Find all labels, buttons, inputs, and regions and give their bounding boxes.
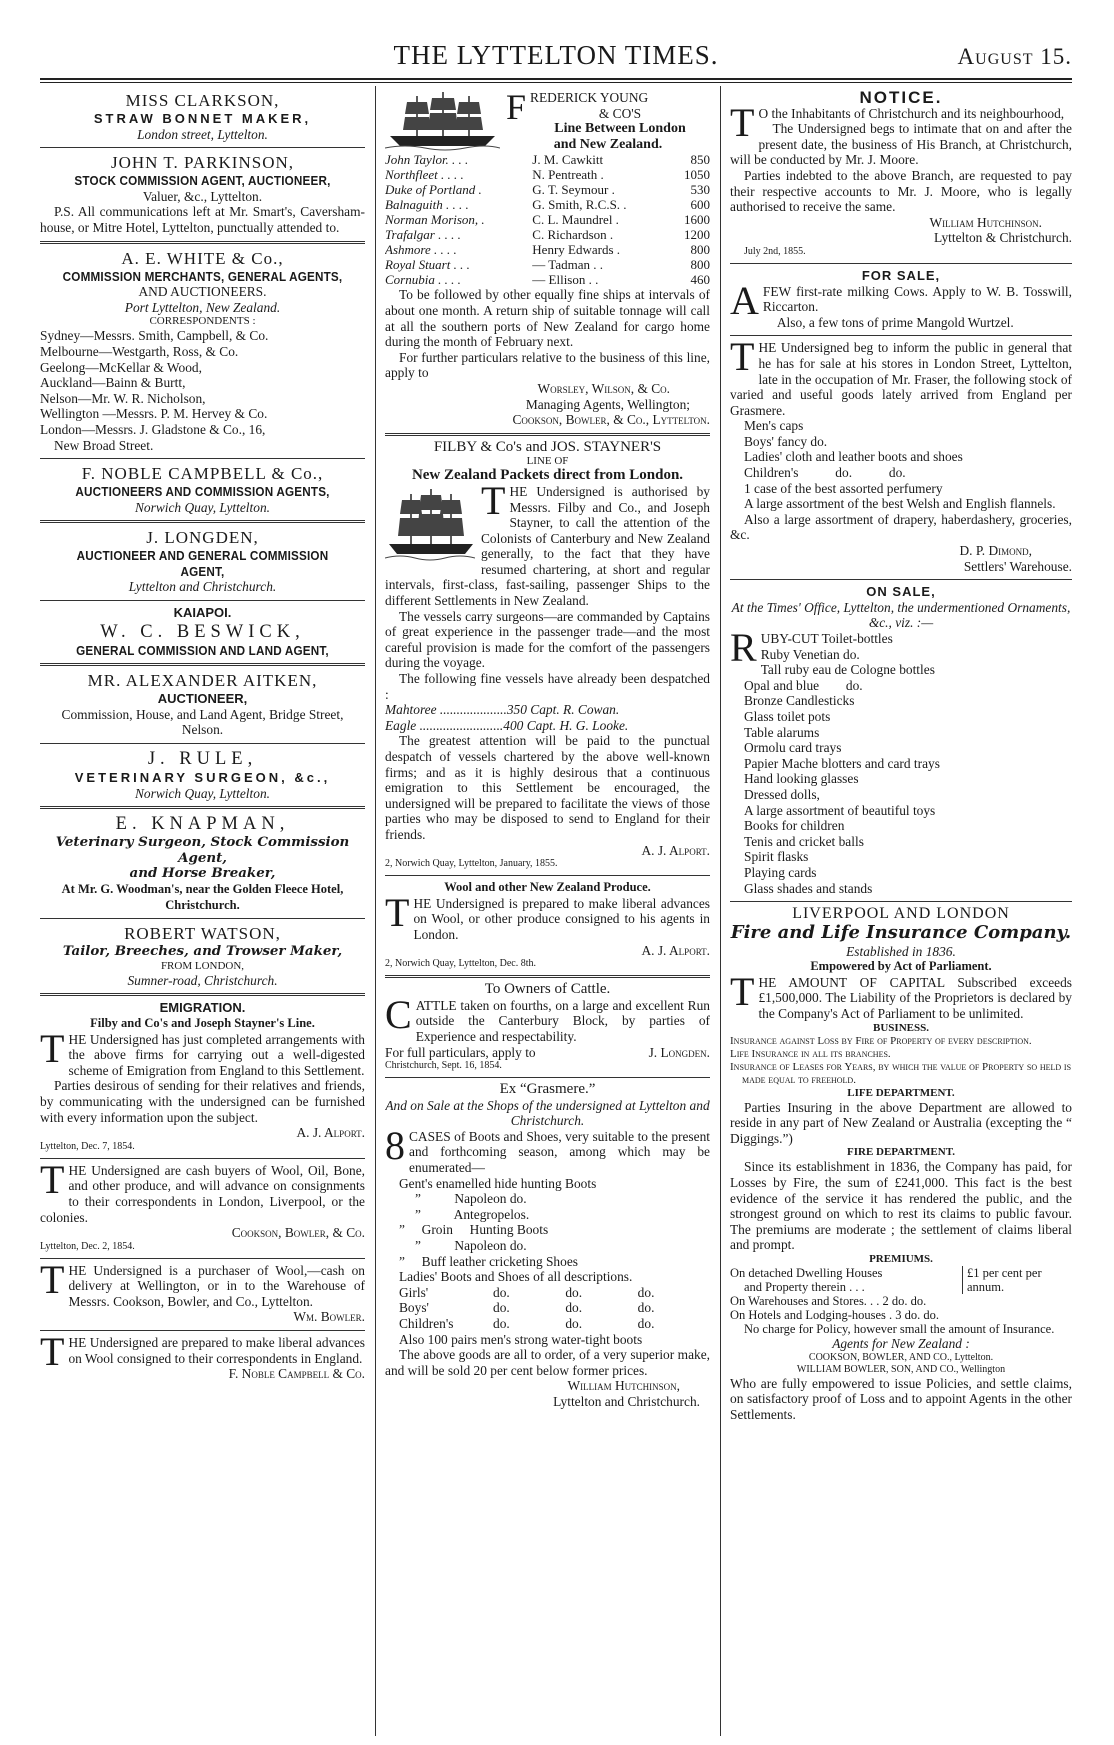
ad-text: The following fine vessels have already been despatched :: [385, 671, 710, 702]
ad-address: Norwich Quay, Lyttelton.: [135, 499, 270, 515]
ad-date: Lyttelton, Dec. 7, 1854.: [40, 1140, 135, 1152]
table-row: [385, 152, 710, 167]
drop-cap: F: [506, 90, 527, 127]
ad-heading: EMIGRATION.: [159, 1000, 246, 1016]
ad-name: J. RULE,: [147, 749, 258, 770]
ad-name: JOHN T. PARKINSON,: [111, 153, 294, 173]
ad-name: & CO'S: [598, 105, 642, 121]
ad-signature: Settlers' Warehouse.: [963, 558, 1072, 574]
shoe-grid: [385, 1285, 710, 1332]
ad-sub: LINE OF: [526, 455, 569, 468]
ad-aitken: [40, 666, 365, 744]
list-item: Tall ruby eau de Cologne bottles: [760, 662, 935, 678]
ad-trade: Tailor, Breeches, and Trowser Maker,: [62, 943, 343, 960]
grid-cell: do.: [493, 1300, 510, 1316]
ad-signature: Lyttelton & Christchurch.: [934, 230, 1072, 246]
ship-master: — Tadman . .: [532, 257, 603, 273]
ad-cash-buyers: [40, 1156, 365, 1259]
list-item: Boys' fancy do.: [744, 433, 828, 449]
ad-trade: AUCTIONEER AND GENERAL COMMISSION AGENT,: [76, 548, 329, 579]
ad-text: Life Insurance in all its branches.: [730, 1047, 891, 1060]
list-item: Children's do. do.: [744, 465, 906, 481]
ad-sub: At the Times' Office, Lyttelton, the undermentioned Ornaments, &c., viz. :—: [731, 599, 1071, 631]
ad-date: July 2nd, 1855.: [744, 245, 806, 257]
drop-cap: T: [730, 968, 755, 1014]
grid-cell: do.: [565, 1316, 583, 1331]
ad-text: HE Undersigned are cash buyers of Wool, Oil, Bone, and other produce, and will advance on consignments to their correspondents in London, Liverpool, or the colonies.: [40, 1162, 365, 1225]
list-item: Ruby Venetian do.: [760, 646, 860, 662]
ad-rule: [40, 744, 365, 809]
list-item: Opal and blue do.: [744, 677, 863, 693]
ad-text: HE Undersigned is a purchaser of Wool,—cash on delivery at Wellington, or in to the Warehouse of Messrs. Cookson, Bowler, and Co., Lyttelton.: [68, 1262, 365, 1309]
ad-text: CASES of Boots and Shoes, very suitable to the present and forthcoming season, among which may be enumerated—: [409, 1128, 710, 1176]
ad-signature: Wm. Bowler.: [293, 1309, 365, 1325]
column-1: [40, 86, 365, 1736]
ad-sub: Filby and Co's and Joseph Stayner's Line.: [90, 1015, 315, 1030]
ship-tons: 1050: [684, 167, 710, 183]
drop-cap: T: [40, 1156, 65, 1202]
ship-master: C. L. Maundrel .: [532, 212, 619, 228]
ad-text: HE Undersigned are prepared to make liberal advances on Wool consigned to their correspondents in England.: [68, 1335, 365, 1366]
list-item: Playing cards: [744, 864, 817, 880]
ad-address: London street, Lyttelton.: [137, 126, 268, 142]
ship-tons: 600: [690, 197, 710, 213]
ad-address: Norwich Quay, Lyttelton.: [135, 785, 270, 801]
list-item: ” Antegropelos.: [415, 1206, 530, 1222]
table-row: [385, 272, 710, 287]
ad-address: At Mr. G. Woodman's, near the Golden Fleece Hotel, Christchurch.: [61, 882, 344, 912]
ship-illustration: [385, 486, 475, 566]
ship-name: John Taylor. . . .: [385, 152, 469, 168]
ad-trade: STRAW BONNET MAKER,: [93, 111, 312, 126]
ad-grasmere: [385, 1078, 710, 1414]
ad-text: Also 100 pairs men's strong water-tight boots: [399, 1331, 643, 1347]
ad-liverpool-london: [730, 902, 1072, 1427]
grid-cell: Boys': [399, 1300, 429, 1316]
ad-date: Lyttelton, Dec. 2, 1854.: [40, 1240, 135, 1252]
ad-text: HE AMOUNT OF CAPITAL Subscribed exceeds £1,500,000. The Liability of the Proprietors is declared by the Company's Act of Parliament to be unlimited.: [758, 974, 1072, 1022]
ad-wool-advances: [40, 1331, 365, 1387]
ad-frederick-young: [385, 86, 710, 436]
ad-text: HE Undersigned has just completed arrangements with the above firms for carrying out a well-digested scheme of Emigration from England to this Settlement.: [68, 1031, 365, 1078]
ad-text: P.S. All communications left at Mr. Smart's, Caversham-house, or Mitre Hotel, Lyttelton, punctually attended to.: [40, 204, 365, 235]
ad-trade: Veterinary Surgeon, Stock Commission Agent,: [55, 834, 350, 866]
ad-white: [40, 244, 365, 460]
ad-sub: Empowered by Act of Parliament.: [810, 959, 992, 974]
ad-text: The vessels carry surgeons—are commanded by Captains of great experience in the passenger trade—and the most careful provision is made for the comfort of the passengers during the voyage.: [385, 608, 710, 671]
ship-illustration: [385, 90, 500, 152]
ad-text: Insurance against Loss by Fire of Property of every description.: [730, 1034, 1032, 1047]
masthead-rule-thin: [40, 82, 1072, 83]
ad-signature: D. P. Dimond,: [959, 543, 1032, 559]
ad-signature: Worsley, Wilson, & Co.: [537, 380, 670, 396]
list-item: Glass shades and stands: [744, 880, 873, 896]
ship-name: Royal Stuart . . .: [385, 257, 470, 273]
grid-cell: do.: [637, 1316, 655, 1331]
ad-name: MISS CLARKSON,: [125, 91, 280, 110]
ad-name: REDERICK YOUNG: [530, 90, 649, 105]
ad-sub: And on Sale at the Shops of the undersigned at Lyttelton and Christchurch.: [385, 1097, 710, 1129]
drop-cap: T: [40, 1025, 65, 1071]
ship-master: G. Smith, R.C.S. .: [532, 197, 627, 213]
ad-signature: A. J. Alport.: [641, 942, 710, 958]
ad-address: Port Lyttelton, New Zealand.: [124, 299, 281, 315]
list-item: Ormolu card trays: [744, 740, 842, 756]
ad-signature: Cookson, Bowler, & Co., Lyttelton.: [512, 412, 710, 428]
issue-date: August 15.: [957, 44, 1072, 69]
ship-name: Northfleet . . . .: [385, 167, 464, 183]
ad-signature: F. Noble Campbell & Co.: [228, 1366, 365, 1382]
ad-heading: NOTICE.: [859, 88, 943, 107]
ship-tons: 1200: [684, 227, 710, 243]
ship-name: Balnaguith . . . .: [385, 197, 469, 213]
ad-trade: AUCTIONEERS AND COMMISSION AGENTS,: [75, 484, 330, 500]
column-2: [385, 86, 710, 1736]
ad-name: W. C. BESWICK,: [100, 621, 305, 642]
ad-text: ATTLE taken on fourths, on a large and excellent Run outside the Canterbury Block, by parties of Experience and respectability.: [415, 997, 710, 1044]
premium-line: and Property therein . . .: [744, 1280, 865, 1294]
section-heading: FIRE DEPARTMENT.: [847, 1146, 955, 1159]
ad-trade: VETERINARY SURGEON, &c.,: [74, 770, 331, 786]
ad-heading: FILBY & Co's and JOS. STAYNER'S: [433, 438, 662, 455]
ad-text: For full particulars, apply to: [385, 1044, 536, 1060]
list-item: ” Buff leather cricketing Shoes: [399, 1253, 578, 1269]
ad-signature: William Hutchinson,: [567, 1378, 680, 1394]
ad-subhead: CORRESPONDENTS :: [149, 315, 256, 328]
drop-cap: 8: [385, 1122, 405, 1168]
table-row: [385, 182, 710, 197]
vessel-line: Eagle .........................400 Capt. H. G. Looke.: [385, 717, 629, 733]
ship-tons: 800: [690, 242, 710, 258]
ad-text: Also a large assortment of drapery, haberdashery, groceries, &c.: [730, 511, 1072, 543]
ad-text: FEW first-rate milking Cows. Apply to W. B. Tosswill, Riccarton.: [762, 283, 1072, 315]
list-item: Men's caps: [744, 418, 804, 434]
ad-text: To be followed by other equally fine ships at intervals of about one month. A return ship of suitable tonnage will call at all the southern ports of New Zealand for cargo home during the month of February next.: [385, 287, 710, 350]
ad-trade: STOCK COMMISSION AGENT, AUCTIONEER,: [74, 173, 331, 189]
premium-line: No charge for Policy, however small the amount of Insurance.: [744, 1322, 1055, 1336]
ad-text: Parties Insuring in the above Department are allowed to reside in any part of New Zealand or Australia (excepting the “ Diggings.”): [730, 1099, 1072, 1146]
ad-parkinson: [40, 148, 365, 243]
ad-line: Geelong—McKellar & Wood,: [40, 359, 202, 375]
ad-text: HE Undersigned is authorised by Messrs. Filby and Co., and Joseph Stayner, to call the attention of the Colonists of Canterbury and New Zealand generally, to the fact that they have resumed chartering, at short and regular intervals, first-class, fast-sailing, passenger Ships to the different Settlements in New Zealand.: [385, 483, 710, 609]
ad-date: 2, Norwich Quay, Lyttelton, January, 1855.: [385, 858, 558, 870]
ad-text: Insurance of Leases for Years, by which the value of Property so held is made equal to freehold.: [730, 1060, 1072, 1086]
ad-signature: Cookson, Bowler, & Co.: [231, 1225, 365, 1241]
ad-wool-produce: [385, 876, 710, 978]
ad-name: A. E. WHITE & Co.,: [121, 248, 284, 268]
ad-text: Since its establishment in 1836, the Company has paid, for Losses by Fire, the sum of £241,000. This fact is the best evidence of the service it has rendered the public, and the strongest ground on which to rest its claims to public favour. The premiums are moderate ; the settlement of claims liberal and prompt.: [730, 1159, 1072, 1253]
table-row: [385, 212, 710, 227]
drop-cap: C: [385, 991, 412, 1037]
ad-filby: [385, 436, 710, 876]
ad-text: O the Inhabitants of Christchurch and its neighbourhood,: [758, 105, 1065, 121]
ad-sub: FROM LONDON,: [160, 959, 245, 972]
ship-tons: 530: [690, 182, 710, 198]
ad-text: Who are fully empowered to issue Policies, and settle claims, on satisfactory proof of Loss and to appoint Agents in the other Settlements.: [730, 1375, 1072, 1422]
ad-date: Christchurch, Sept. 16, 1854.: [385, 1060, 502, 1072]
list-item: Bronze Candlesticks: [744, 693, 855, 709]
premium-line: On Hotels and Lodging-houses . 3 do. do.: [730, 1308, 940, 1322]
drop-cap: T: [730, 99, 755, 145]
list-item: Dressed dolls,: [744, 786, 820, 802]
ad-trade: COMMISSION MERCHANTS, GENERAL AGENTS,: [62, 268, 343, 284]
ad-line: New Broad Street.: [54, 437, 154, 453]
ad-trade: and Horse Breaker,: [129, 865, 276, 882]
section-heading: PREMIUMS.: [869, 1253, 933, 1265]
ship-name: Duke of Portland .: [385, 182, 482, 198]
grid-cell: do.: [637, 1284, 655, 1300]
list-item: Table alarums: [744, 724, 820, 740]
premium-line: On Warehouses and Stores. . . 2 do. do.: [730, 1294, 927, 1308]
masthead: [40, 38, 1072, 74]
column-3: [730, 86, 1072, 1736]
ad-address: Sumner-road, Christchurch.: [127, 972, 278, 988]
column-divider: [375, 86, 376, 1736]
drop-cap: T: [385, 889, 410, 935]
ad-trade: GENERAL COMMISSION AND LAND AGENT,: [76, 642, 329, 658]
ad-text: Parties indebted to the above Branch, are requested to pay their respective accounts to Mr. J. Moore, who is legally authorised to receive the same.: [730, 167, 1072, 215]
grid-cell: do.: [565, 1284, 583, 1300]
ad-watson: [40, 919, 365, 996]
masthead-rule: [40, 78, 1072, 80]
ad-text: Parties desirous of sending for their relatives and friends, by communicating with the undersigned can be furnished with every information upon the subject.: [40, 1078, 365, 1125]
ad-title: and New Zealand.: [553, 136, 663, 152]
ad-heading: To Owners of Cattle.: [484, 981, 611, 998]
list-item: Ladies' Boots and Shoes of all descriptions.: [399, 1269, 633, 1285]
ad-line: Auckland—Bainn & Burtt,: [40, 375, 186, 391]
ad-title: New Zealand Packets direct from London.: [411, 467, 684, 484]
ship-tons: 850: [690, 152, 710, 168]
ad-name: ROBERT WATSON,: [124, 924, 281, 944]
list-item: Gent's enamelled hide hunting Boots: [399, 1175, 597, 1191]
ad-text: Also, a few tons of prime Mangold Wurtzel.: [776, 314, 1014, 330]
ad-heading: FOR SALE,: [861, 267, 941, 283]
ad-title: Line Between London: [554, 121, 686, 137]
ad-signature: J. Longden.: [648, 1044, 710, 1060]
drop-cap: T: [40, 1329, 65, 1375]
ad-trade: AND AUCTIONEERS.: [138, 284, 267, 300]
ad-line: Nelson—Mr. W. R. Nicholson,: [40, 390, 206, 406]
drop-cap: T: [481, 477, 506, 523]
ad-longden: [40, 523, 365, 601]
ship-tons: 800: [690, 257, 710, 273]
ad-name: J. LONGDEN,: [146, 528, 259, 548]
list-item: ” Groin Hunting Boots: [399, 1222, 549, 1238]
grid-cell: do.: [493, 1316, 510, 1331]
ad-sub: Commission, House, and Land Agent, Bridge Street, Nelson.: [61, 706, 344, 738]
list-item: Tenis and cricket balls: [744, 833, 864, 849]
ad-name: F. NOBLE CAMPBELL & Co.,: [81, 464, 324, 484]
ad-knapman: [40, 809, 365, 919]
ad-sub: Established in 1836.: [846, 943, 956, 959]
ad-heading: Ex “Grasmere.”: [499, 1081, 596, 1098]
ad-trade: AUCTIONEER,: [157, 691, 248, 707]
ad-place: KAIAPOI.: [173, 605, 232, 621]
newspaper-title: THE LYTTELTON TIMES.: [393, 40, 719, 70]
ship-master: Henry Edwards .: [532, 242, 621, 258]
ship-master: J. M. Cawkitt: [532, 152, 604, 168]
ship-name: Trafalgar . . . .: [385, 227, 461, 243]
list-item: Spirit flasks: [744, 849, 809, 865]
ship-table: [385, 152, 710, 287]
ship-master: — Ellison . .: [532, 272, 599, 288]
ad-text: HE Undersigned beg to inform the public in general that he has for sale at his stores in London Street, Lyttelton, late in the occupation of Mr. Fraser, the following stock of varied and useful goods lately arrived from England per Grasmere.: [730, 340, 1072, 418]
ad-sub: Agents for New Zealand :: [832, 1336, 970, 1351]
ad-signature: A. J. Alport.: [296, 1125, 365, 1141]
drop-cap: R: [730, 625, 757, 670]
section-heading: BUSINESS.: [873, 1021, 929, 1034]
ad-text: The greatest attention will be paid to the punctual despatch of vessels chartered by the above well-known firms; and as it is highly desirous that a continuous emigration to this Settlement be encouraged, the undersigned will be prepared to facilitate the views of those parties who may be disposed to send to England for their friends.: [385, 733, 710, 842]
ship-master: C. Richardson .: [532, 227, 614, 243]
grid-cell: do.: [637, 1300, 655, 1316]
ad-sub: Valuer, &c., Lyttelton.: [142, 188, 263, 204]
grid-cell: do.: [493, 1284, 510, 1300]
ad-heading: LIVERPOOL AND LONDON: [792, 905, 1010, 923]
ad-campbell: [40, 459, 365, 523]
list-item: Glass toilet pots: [744, 708, 831, 724]
vessel-line: Mahtoree ....................350 Capt. R. Cowan.: [385, 702, 620, 718]
agent-line: COOKSON, BOWLER, AND CO., Lyttelton.: [808, 1351, 994, 1363]
column-divider: [720, 86, 721, 1736]
ad-wool-purchaser: [40, 1256, 365, 1331]
drop-cap: T: [40, 1256, 65, 1302]
ad-line: Melbourne—Westgarth, Ross, & Co.: [40, 343, 239, 359]
ad-cattle: [385, 978, 710, 1078]
list-item: ” Napoleon do.: [415, 1191, 527, 1207]
ad-for-sale: [730, 264, 1072, 336]
ad-dimond: [730, 336, 1072, 580]
ship-name: Cornubia . . . .: [385, 272, 461, 288]
ad-notice: [730, 86, 1072, 264]
ad-text: For further particulars relative to the business of this line, apply to: [385, 349, 710, 381]
list-item: Ladies' cloth and leather boots and shoes: [744, 449, 963, 465]
ad-signature: Managing Agents, Wellington;: [525, 396, 690, 412]
ad-heading: ON SALE,: [866, 584, 936, 600]
ship-tons: 1600: [684, 212, 710, 228]
ad-signature: William Hutchinson.: [929, 214, 1042, 230]
table-row: [385, 197, 710, 212]
ship-name: Ashmore . . . .: [385, 242, 457, 258]
ad-address: Lyttelton and Christchurch.: [128, 579, 277, 595]
ship-tons: 460: [690, 272, 710, 288]
grid-cell: Girls': [399, 1284, 429, 1300]
ad-text: A large assortment of the best Welsh and English flannels.: [744, 496, 1056, 512]
ad-emigration: [40, 996, 365, 1158]
agent-line: WILLIAM BOWLER, SON, AND CO., Wellington: [796, 1363, 1006, 1375]
section-heading: LIFE DEPARTMENT.: [847, 1086, 955, 1099]
table-row: [385, 167, 710, 182]
list-item: Books for children: [744, 818, 845, 834]
premium-line: On detached Dwelling Houses: [730, 1266, 883, 1280]
list-item: Hand looking glasses: [744, 771, 859, 787]
ad-date: 2, Norwich Quay, Lyttelton, Dec. 8th.: [385, 958, 536, 970]
grid-cell: Children's: [399, 1316, 454, 1331]
list-item: UBY-CUT Toilet-bottles: [760, 631, 893, 646]
ad-text: The above goods are all to order, of a very superior make, and will be sold 20 per cent below former prices.: [385, 1347, 710, 1378]
table-row: [385, 257, 710, 272]
list-item: Papier Mache blotters and card trays: [744, 755, 940, 771]
ad-on-sale: [730, 580, 1072, 902]
ad-text: HE Undersigned is prepared to make liberal advances on Wool, or other produce consigned to his agents in London.: [413, 895, 710, 942]
drop-cap: A: [730, 277, 759, 323]
ad-line: London—Messrs. J. Gladstone & Co., 16,: [40, 421, 266, 437]
ad-title: Fire and Life Insurance Company.: [730, 921, 1072, 943]
ad-beswick: [40, 601, 365, 666]
ad-line: Wellington —Messrs. P. M. Hervey & Co.: [40, 406, 268, 422]
ad-signature: A. J. Alport.: [641, 842, 710, 858]
ad-clarkson: [40, 86, 365, 148]
ad-name: MR. ALEXANDER AITKEN,: [87, 671, 318, 691]
list-item: A large assortment of beautiful toys: [744, 802, 936, 818]
ad-heading: Wool and other New Zealand Produce.: [444, 880, 651, 895]
drop-cap: T: [730, 334, 755, 380]
list-item: ” Napoleon do.: [415, 1238, 527, 1254]
ad-name: E. KNAPMAN,: [115, 814, 290, 835]
list-item: 1 case of the best assorted perfumery: [744, 480, 943, 496]
table-row: [385, 242, 710, 257]
ad-signature: Lyttelton and Christchurch.: [553, 1393, 700, 1409]
ship-name: Norman Morison, .: [385, 212, 485, 228]
ship-master: N. Pentreath .: [532, 167, 604, 183]
table-row: [385, 227, 710, 242]
ad-line: Sydney—Messrs. Smith, Campbell, & Co.: [40, 328, 269, 344]
grid-cell: do.: [565, 1300, 583, 1316]
premium-rate: £1 per cent per annum.: [962, 1266, 1072, 1294]
ad-text: The Undersigned begs to intimate that on and after the present date, the business of His Branch, at Christchurch, will be conducted by Mr. J. Moore.: [730, 121, 1072, 168]
ship-master: G. T. Seymour .: [532, 182, 615, 198]
